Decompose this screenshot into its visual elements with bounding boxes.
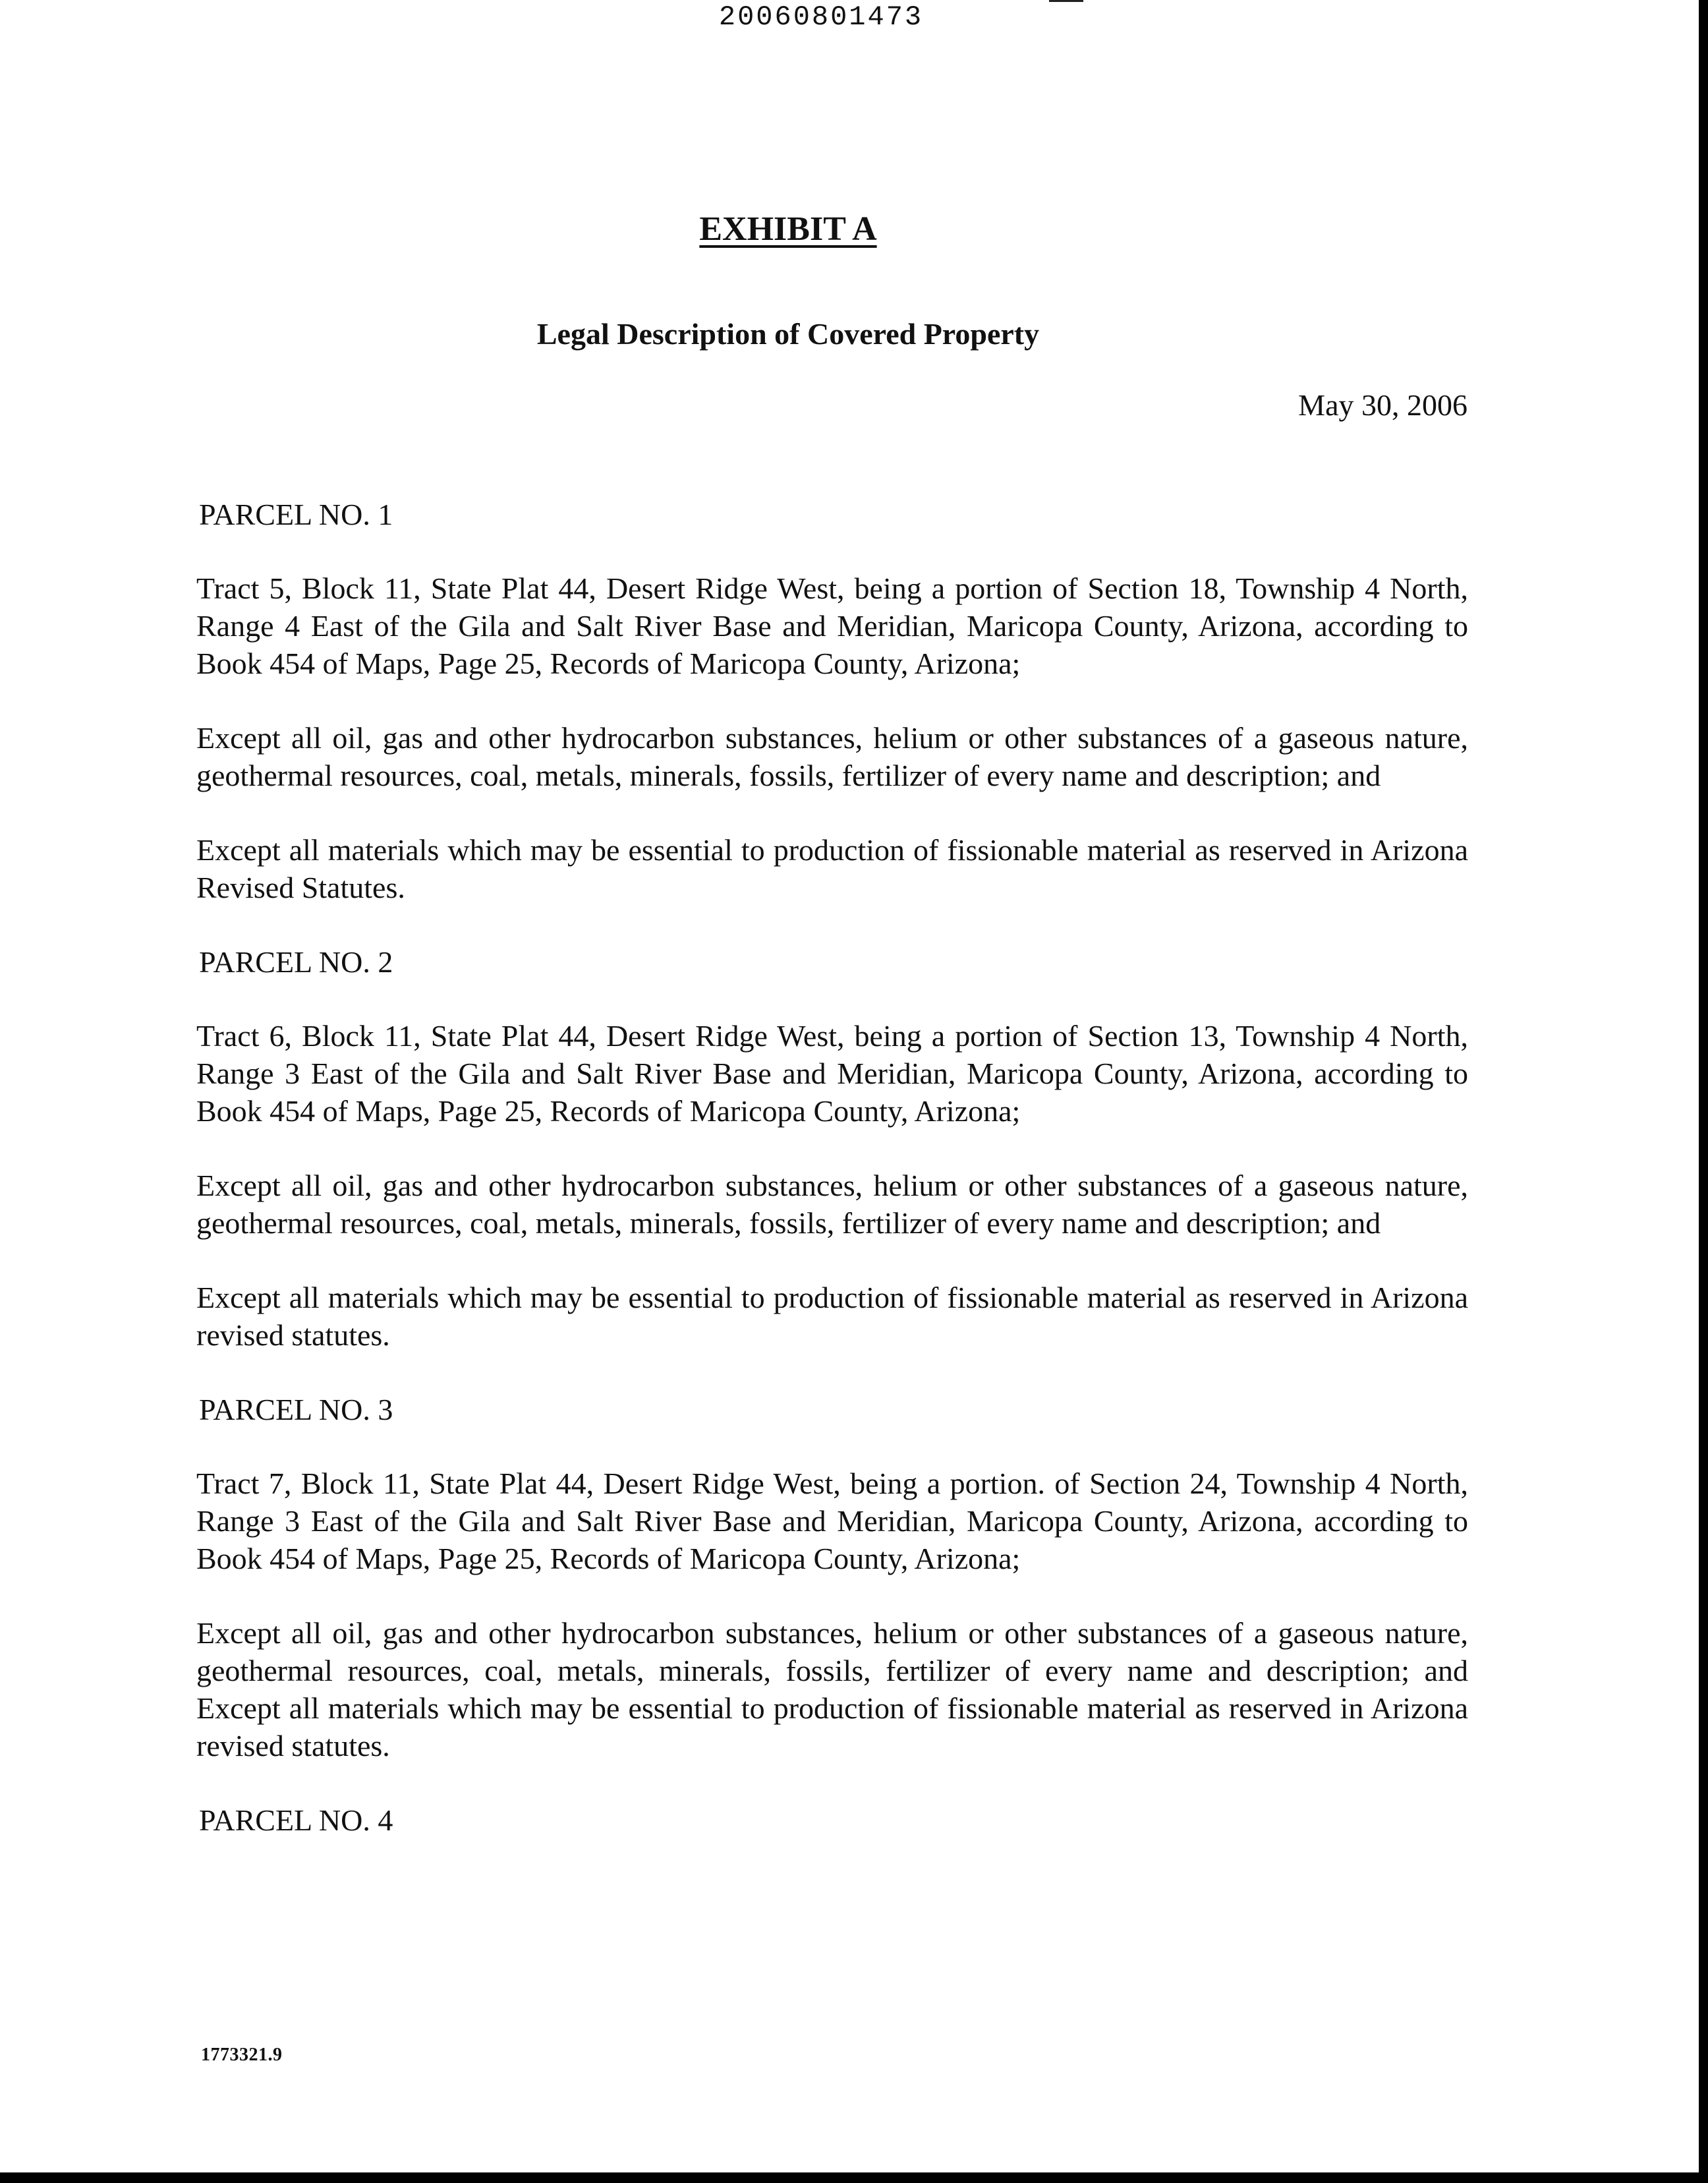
page-subtitle: Legal Description of Covered Property bbox=[536, 317, 1040, 351]
parcel-heading: PARCEL NO. 3 bbox=[199, 1393, 393, 1426]
parcel-paragraph: Tract 6, Block 11, State Plat 44, Desert Ridge West, being a portion of Section 13, Township 4 North, Range 3 East of the Gila and Salt River Base and Meridian, Maricopa County, Arizona, according to Book 454 of Maps, Page 25, Records of Maricopa County, Arizona; bbox=[196, 1019, 1468, 1128]
document-footer-id: 1773321.9 bbox=[201, 2045, 283, 2065]
parcel-heading: PARCEL NO. 2 bbox=[199, 945, 393, 979]
page-title: EXHIBIT A bbox=[699, 210, 877, 248]
document-body bbox=[196, 496, 1468, 1875]
recording-number: 20060801473 bbox=[718, 1, 924, 33]
parcel-paragraph: Except all oil, gas and other hydrocarbon substances, helium or other substances of a gaseous nature, geothermal resources, coal, metals, minerals, fossils, fertilizer of every name and description; and bbox=[196, 1169, 1468, 1240]
parcel-paragraph: Except all oil, gas and other hydrocarbon substances, helium or other substances of a gaseous nature, geothermal resources, coal, metals, minerals, fossils, fertilizer of every name and description; and bbox=[196, 721, 1468, 792]
parcel-paragraph: Tract 7, Block 11, State Plat 44, Desert Ridge West, being a portion. of Section 24, Township 4 North, Range 3 East of the Gila and Salt River Base and Meridian, Maricopa County, Arizona, according to Book 454 of Maps, Page 25, Records of Maricopa County, Arizona; bbox=[196, 1467, 1468, 1575]
scan-border-bottom bbox=[0, 2172, 1708, 2183]
parcel-paragraph: Except all materials which may be essential to production of fissionable material as reserved in Arizona revised statutes. bbox=[196, 1281, 1468, 1352]
parcel-heading: PARCEL NO. 1 bbox=[199, 498, 393, 531]
parcel-paragraph: Except all oil, gas and other hydrocarbon substances, helium or other substances of a gaseous nature, geothermal resources, coal, metals, minerals, fossils, fertilizer of every name and description; and Except all materials which may be essential to production of fissionable material as reserved in Arizona revised statutes. bbox=[196, 1616, 1468, 1762]
parcel-heading: PARCEL NO. 4 bbox=[199, 1803, 393, 1837]
parcel-paragraph: Except all materials which may be essential to production of fissionable material as reserved in Arizona Revised Statutes. bbox=[196, 833, 1468, 904]
scan-border-right bbox=[1699, 0, 1708, 2183]
parcel-paragraph: Tract 5, Block 11, State Plat 44, Desert Ridge West, being a portion of Section 18, Township 4 North, Range 4 East of the Gila and Salt River Base and Meridian, Maricopa County, Arizona, according to Book 454 of Maps, Page 25, Records of Maricopa County, Arizona; bbox=[196, 571, 1468, 680]
document-date: May 30, 2006 bbox=[1298, 388, 1467, 422]
